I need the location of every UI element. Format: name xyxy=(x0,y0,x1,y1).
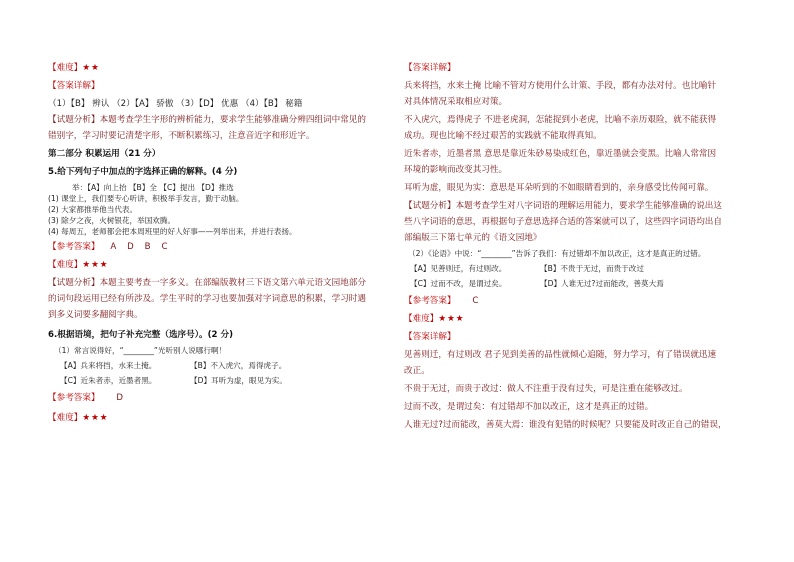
option-b: 【B】不贵于无过，而贵于改过 xyxy=(540,264,644,273)
option-c: 【C】过而不改，是谓过矣。 xyxy=(410,279,507,288)
question-6-options-row xyxy=(48,360,391,371)
answer-detail-label: 【答案详解】 xyxy=(48,81,100,91)
reference-answer-label: 【参考答案】 xyxy=(48,242,100,252)
explanation-line: 成功。现也比喻不经过艰苦的实践就不能取得真知。 xyxy=(404,131,602,141)
analysis-line: 【试题分析】本题主要考查一字多义。在部编版教材三下语文第六单元语文园地部分 xyxy=(48,278,366,288)
analysis-line: 【试题分析】本题考查学生字形的辨析能力，要求学生能够准确分辨四组词中常见的 xyxy=(48,115,366,125)
question-6-options-row xyxy=(48,375,391,386)
explanation-line: 不贵于无过，而贵于改过：做人不注重于没有过失，可是注重在能够改过。 xyxy=(404,384,688,394)
option-d: 【D】人谁无过?过而能改，善莫大焉 xyxy=(540,279,664,288)
difficulty-stars: ★★ xyxy=(82,63,100,73)
analysis-line: 【试题分析】本题考查学生对八字词语的理解运用能力，要求学生能够准确的说出这 xyxy=(404,201,722,211)
question-2-answer: C xyxy=(472,296,479,306)
question-2-stem: （2）《论语》中说：“________”告诉了我们：有过错却不加以改正，这才是真正的过错。 xyxy=(408,249,706,258)
explanation-line: 兵来将挡，水来土掩 比喻不管对方使用什么计策、手段，都有办法对付。也比喻针 xyxy=(404,81,717,91)
difficulty-label: 【难度】 xyxy=(48,63,83,73)
question-6-answer: D xyxy=(116,393,123,403)
explanation-line: 见善则迁，有过则改 君子见到美善的品性就倾心追随，努力学习，有了错误就迅速 xyxy=(404,350,717,360)
question-5-sentence: (3) 除夕之夜，火树银花，举国欢腾。 xyxy=(48,216,176,225)
difficulty-label: 【难度】 xyxy=(404,314,439,324)
explanation-line: 改正。 xyxy=(404,366,430,376)
difficulty-label: 【难度】 xyxy=(48,413,83,423)
question-2-options-row xyxy=(404,263,756,274)
reference-answer-label: 【参考答案】 xyxy=(48,393,100,403)
question-6-title: 6.根据语境，把句子补充完整（选序号）。(2 分) xyxy=(48,330,234,340)
answer-detail-label: 【答案详解】 xyxy=(404,63,456,73)
question-6-answer-row xyxy=(48,392,391,404)
analysis-line: 部编版三下第七单元的《语文园地》 xyxy=(404,233,542,243)
difficulty-row xyxy=(404,313,756,325)
answer-detail-label: 【答案详解】 xyxy=(404,332,456,342)
explanation-line: 近朱者赤，近墨者黑 意思是靠近朱砂易染成红色，靠近墨就会变黑。比喻人常常因 xyxy=(404,149,717,159)
difficulty-stars: ★★★ xyxy=(438,314,465,324)
option-c: 【C】近朱者赤，近墨者黑。 xyxy=(60,376,157,385)
question-5-answer-row xyxy=(48,241,391,253)
explanation-line: 人谁无过?过而能改，善莫大焉：谁没有犯错的时候呢？只要能及时改正自己的错误， xyxy=(404,420,727,430)
answer-line: （1）【B】 辨认 （2）【A】 骄傲 （3）【D】 优惠 （4）【B】 秘籍 xyxy=(48,99,303,109)
reference-answer-label: 【参考答案】 xyxy=(404,296,456,306)
explanation-line: 过而不改，是谓过矣：有过错却不加以改正，这才是真正的过错。 xyxy=(404,402,654,412)
difficulty-stars: ★★★ xyxy=(82,413,109,423)
left-column xyxy=(48,62,391,424)
explanation-line: 对具体情况采取相应对策。 xyxy=(404,97,508,107)
option-d: 【D】耳听为虚，眼见为实。 xyxy=(190,376,287,385)
option-a: 【A】见善则迁，有过则改。 xyxy=(410,264,507,273)
question-6-stem: （1）常言说得好，“________”光听别人说哪行啊！ xyxy=(54,346,227,355)
explanation-line: 不入虎穴，焉得虎子 不进老虎洞，怎能捉到小老虎，比喻不亲历艰险，就不能获得 xyxy=(404,115,717,125)
question-5-sentence: (1) 课堂上，我们要专心听讲，积极举手发言，勤于动脑。 xyxy=(48,194,244,203)
question-5-title: 5.给下列句子中加点的字选择正确的解释。(4 分) xyxy=(48,167,238,177)
section-heading: 第二部分 积累运用（21 分） xyxy=(48,149,161,159)
analysis-line: 些八字词语的意思，再根据句子意思选择合适的答案就可以了，这些四字词语均出自 xyxy=(404,217,722,227)
right-column xyxy=(404,62,756,431)
explanation-line: 环境的影响而改变其习性。 xyxy=(404,165,508,175)
analysis-line: 错别字，学习时要记清楚字形，不断积累练习，注意音近字和形近字。 xyxy=(48,131,315,141)
analysis-line: 到多义词要多翻阅字典。 xyxy=(48,310,143,320)
analysis-line: 的词句段运用已经有所涉及。学生平时的学习也要加强对字词意思的积累，学习时遇 xyxy=(48,294,366,304)
question-2-answer-row xyxy=(404,295,756,307)
option-b: 【B】不入虎穴，焉得虎子。 xyxy=(190,361,287,370)
difficulty-row xyxy=(48,62,391,74)
explanation-line: 耳听为虚，眼见为实：意思是耳朵听到的不如眼睛看到的，亲身感受比传闻可靠。 xyxy=(404,183,714,193)
question-5-difficulty-row xyxy=(48,259,391,271)
option-a: 【A】兵来将挡，水来土掩。 xyxy=(60,361,157,370)
question-5-answer: A D B C xyxy=(110,242,168,252)
difficulty-label: 【难度】 xyxy=(48,260,83,270)
question-2-options-row xyxy=(404,278,756,289)
question-6-difficulty-row xyxy=(48,412,391,424)
question-5-options: 举：【A】向上抬 【B】全 【C】提出 【D】推选 xyxy=(72,183,234,192)
question-5-sentence: (4) 每周五，老师都会把本周班里的好人好事——列举出来，并进行表扬。 xyxy=(48,227,297,236)
difficulty-stars: ★★★ xyxy=(82,260,109,270)
question-5-sentence: (2) 大家都推举他当代表。 xyxy=(48,205,138,214)
